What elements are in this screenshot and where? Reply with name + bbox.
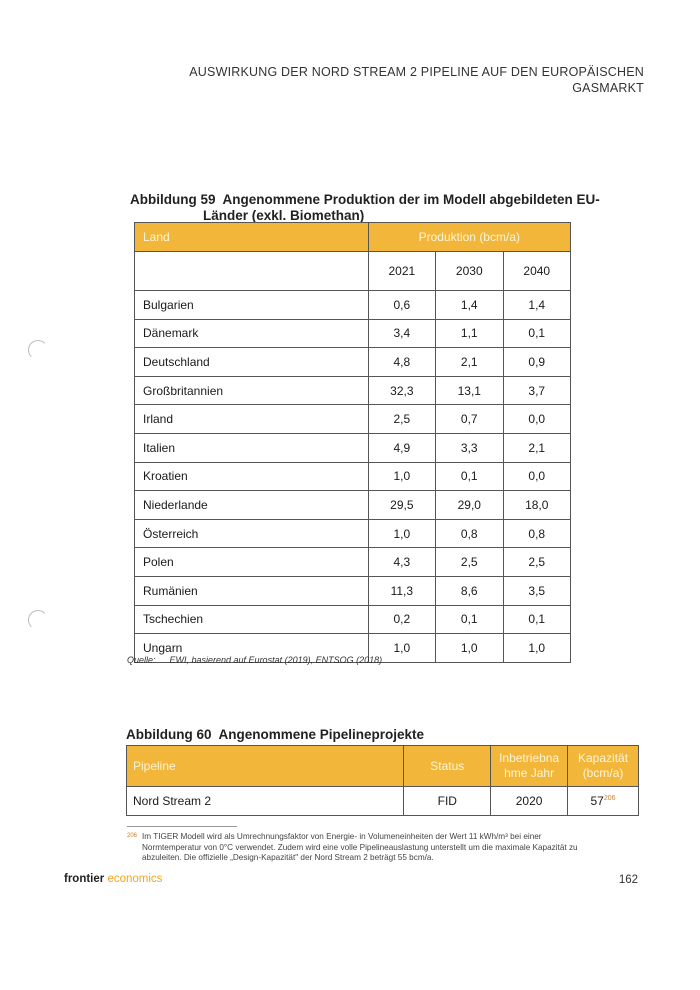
cell-value: 2,5 — [368, 405, 435, 434]
row-label: Kroatien — [135, 462, 369, 491]
page-number: 162 — [618, 874, 638, 886]
production-table — [134, 222, 571, 663]
row-label: Niederlande — [135, 491, 369, 520]
header-text: Inbetriebna — [499, 751, 560, 765]
row-label: Österreich — [135, 519, 369, 548]
column-header-status: Status — [404, 746, 491, 787]
cell-value: 3,7 — [503, 376, 571, 405]
running-header — [164, 64, 644, 96]
row-label: Deutschland — [135, 348, 369, 377]
cell-value: 0,2 — [368, 605, 435, 634]
cell-value: 4,3 — [368, 548, 435, 577]
row-label: Italien — [135, 433, 369, 462]
row-label: Polen — [135, 548, 369, 577]
table-row — [135, 548, 571, 577]
figure-59-title-line-2: Länder (exkl. Biomethan) — [203, 208, 365, 223]
cell-value: 1,4 — [436, 291, 503, 320]
cell-value: 29,5 — [368, 491, 435, 520]
row-label: Großbritannien — [135, 376, 369, 405]
year-2021: 2021 — [368, 252, 435, 291]
figure-59-source — [127, 655, 382, 665]
row-label: Tschechien — [135, 605, 369, 634]
cell-value: 1,4 — [503, 291, 571, 320]
punch-hole-mark — [28, 610, 48, 630]
table-header-row — [127, 746, 639, 787]
pipeline-year: 2020 — [491, 787, 568, 816]
row-label: Irland — [135, 405, 369, 434]
footnote — [127, 832, 597, 864]
table-year-row — [135, 252, 571, 291]
pipeline-status: FID — [404, 787, 491, 816]
column-header-land: Land — [135, 223, 369, 252]
cell-value: 0,1 — [503, 319, 571, 348]
cell-value: 2,1 — [436, 348, 503, 377]
header-line-1: AUSWIRKUNG DER NORD STREAM 2 PIPELINE AUF DEN EUROPÄISCHEN — [189, 65, 644, 79]
table-row — [135, 576, 571, 605]
table-row — [135, 376, 571, 405]
cell-value: 0,8 — [503, 519, 571, 548]
brand-suffix: economics — [107, 873, 163, 885]
figure-59-number: Abbildung 59 — [130, 192, 216, 207]
pipeline-capacity-cell — [568, 787, 639, 816]
cell-value: 0,0 — [503, 462, 571, 491]
cell-value: 2,5 — [436, 548, 503, 577]
cell-value: 1,0 — [368, 519, 435, 548]
cell-value: 18,0 — [503, 491, 571, 520]
cell-value: 3,5 — [503, 576, 571, 605]
cell-value: 13,1 — [436, 376, 503, 405]
cell-value: 2,5 — [503, 548, 571, 577]
cell-value: 4,9 — [368, 433, 435, 462]
cell-value: 3,4 — [368, 319, 435, 348]
footnote-reference[interactable]: 206 — [603, 795, 616, 802]
cell-value: 0,0 — [503, 405, 571, 434]
header-text: hme Jahr — [504, 766, 555, 780]
column-header-production: Produktion (bcm/a) — [368, 223, 570, 252]
cell-value: 2,1 — [503, 433, 571, 462]
punch-hole-mark — [28, 340, 48, 360]
cell-value: 4,8 — [368, 348, 435, 377]
year-2040: 2040 — [503, 252, 571, 291]
table-header-row — [135, 223, 571, 252]
pipeline-table — [126, 745, 639, 816]
figure-60-title — [126, 727, 424, 743]
cell-value: 1,1 — [436, 319, 503, 348]
source-text: EWI, basierend auf Eurostat (2019), ENTSOG (2018) — [169, 655, 383, 665]
cell-value: 0,1 — [436, 605, 503, 634]
footnote-text: Im TIGER Modell wird als Umrechnungsfaktor von Energie- in Volumeneinheiten der Wert 11 kWh/m³ bei einer Normtemperatur von 0°C verwendet. Zudem wird eine volle Pipelineauslastung unterstellt um die maximale Kapazität zu abzuleiten. Die offizielle „Design-Kapazität" der Nord Stream 2 beträgt 55 bcm/a. — [142, 832, 578, 862]
cell-value: 1,0 — [368, 462, 435, 491]
table-row — [135, 519, 571, 548]
cell-value: 0,1 — [503, 605, 571, 634]
pipeline-name: Nord Stream 2 — [127, 787, 404, 816]
cell-value: 8,6 — [436, 576, 503, 605]
cell-value: 0,1 — [436, 462, 503, 491]
figure-60-number: Abbildung 60 — [126, 727, 212, 742]
table-row — [135, 433, 571, 462]
footnote-divider — [127, 826, 237, 827]
cell-value: 11,3 — [368, 576, 435, 605]
cell-value: 0,8 — [436, 519, 503, 548]
source-label: Quelle: — [127, 655, 156, 665]
table-row — [135, 491, 571, 520]
row-label: Rumänien — [135, 576, 369, 605]
column-header-inbetriebnahme — [491, 746, 568, 787]
cell-value: 32,3 — [368, 376, 435, 405]
cell-value: 1,0 — [368, 634, 435, 663]
cell-value: 0,7 — [436, 405, 503, 434]
pipeline-capacity: 57 — [590, 794, 604, 808]
figure-60-title-text: Angenommene Pipelineprojekte — [218, 727, 425, 742]
cell-value: 1,0 — [503, 634, 571, 663]
figure-59-title — [130, 192, 600, 224]
cell-value: 0,6 — [368, 291, 435, 320]
row-label: Dänemark — [135, 319, 369, 348]
brand-name: frontier — [64, 873, 105, 885]
table-row — [135, 405, 571, 434]
row-label: Ungarn — [135, 634, 369, 663]
cell-value: 3,3 — [436, 433, 503, 462]
table-row — [135, 605, 571, 634]
table-row — [135, 462, 571, 491]
table-row — [135, 348, 571, 377]
footer-brand-logo — [64, 873, 162, 885]
table-row — [127, 787, 639, 816]
column-header-pipeline: Pipeline — [127, 746, 404, 787]
column-header-kapazitaet — [568, 746, 639, 787]
figure-59-title-line-1: Angenommene Produktion der im Modell abgebildeten EU- — [222, 192, 600, 207]
table-row — [135, 319, 571, 348]
header-line-2: GASMARKT — [572, 81, 644, 95]
year-2030: 2030 — [436, 252, 503, 291]
cell-value: 0,9 — [503, 348, 571, 377]
header-text: Kapazität — [578, 751, 629, 765]
header-text: (bcm/a) — [582, 766, 624, 780]
row-label: Bulgarien — [135, 291, 369, 320]
footnote-number: 206 — [127, 833, 138, 839]
cell-value: 1,0 — [436, 634, 503, 663]
cell-value: 29,0 — [436, 491, 503, 520]
table-row — [135, 291, 571, 320]
